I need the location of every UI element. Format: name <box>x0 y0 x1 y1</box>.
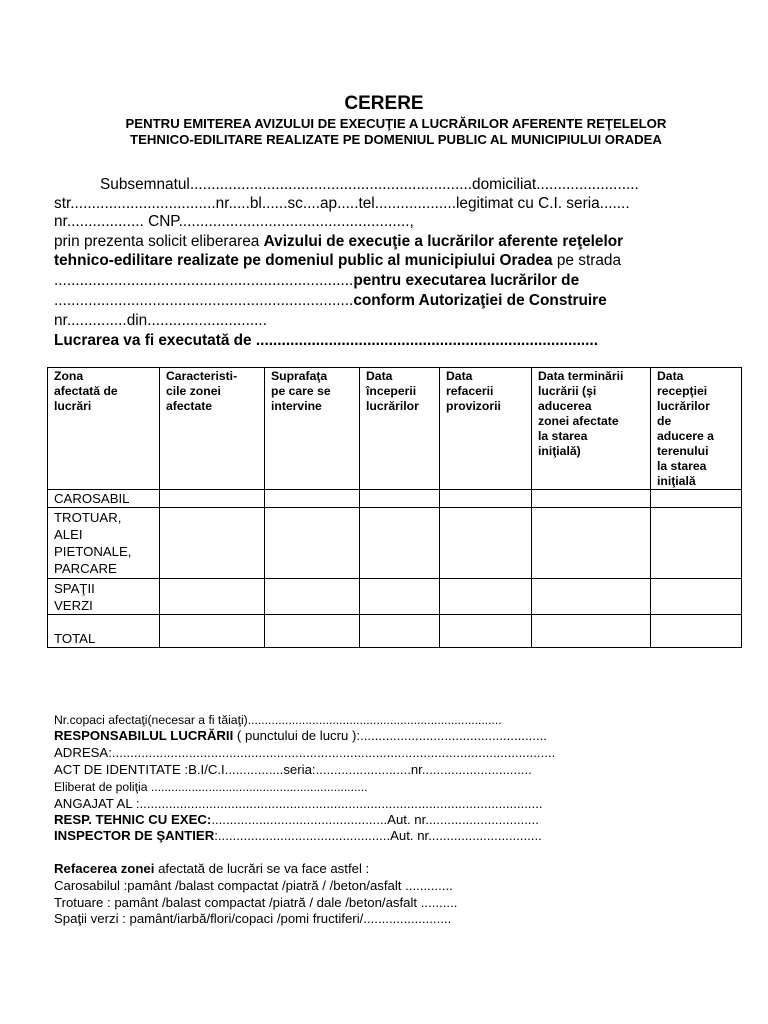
table-cell[interactable] <box>160 615 265 648</box>
restoration-green: Spaţii verzi : pamânt/iarbă/flori/copaci /pomi fructiferi/........................ <box>54 911 452 926</box>
responsible-line: RESPONSABILUL LUCRĂRII ( punctului de lucru ):................................................... <box>54 728 547 743</box>
table-cell[interactable] <box>265 615 360 648</box>
document-title: CERERE <box>344 93 424 114</box>
table-cell[interactable] <box>532 579 651 615</box>
table-header-row <box>48 368 742 490</box>
police-line: Eliberat de poliţia ................................................................ <box>54 780 368 794</box>
table-header-cell: Data terminării lucrării (şi aducerea zonei afectate la starea iniţială) <box>532 368 651 490</box>
table-cell[interactable] <box>440 508 532 579</box>
table-header-cell: Data recepţiei lucrărilor de aducere a terenului la starea iniţială <box>651 368 742 490</box>
address-line: str..................................nr.....bl......sc....ap.....tel...................legitimat cu C.I. seria....... <box>54 195 630 212</box>
executed-by-line: Lucrarea va fi executată de ................................................................................ <box>54 332 598 349</box>
table-cell[interactable] <box>360 490 440 508</box>
identity-line: ACT DE IDENTITATE :B.I/C.I................seria:..........................nr.............................. <box>54 762 532 777</box>
table-cell[interactable] <box>360 508 440 579</box>
table-cell[interactable] <box>651 490 742 508</box>
table-row <box>48 490 742 508</box>
table-cell[interactable] <box>532 490 651 508</box>
technical-manager-line: RESP. TEHNIC CU EXEC:................................................Aut. nr............................... <box>54 812 539 827</box>
table-cell[interactable] <box>265 490 360 508</box>
table-cell[interactable] <box>532 615 651 648</box>
table-cell[interactable] <box>440 579 532 615</box>
table-cell[interactable] <box>532 508 651 579</box>
table-header-cell: Data începerii lucrărilor <box>360 368 440 490</box>
table-cell[interactable] <box>265 579 360 615</box>
restoration-sidewalk: Trotuare : pamânt /balast compactat /piatră / dale /beton/asfalt .......... <box>54 895 458 910</box>
table-cell[interactable] <box>265 508 360 579</box>
employee-line: ANGAJAT AL :.............................................................................................................. <box>54 796 543 811</box>
table-cell[interactable] <box>360 579 440 615</box>
nr-cnp-line: nr.................. CNP......................................................, <box>54 213 414 230</box>
restoration-road: Carosabilul :pamânt /balast compactat /piatră / /beton/asfalt ............. <box>54 878 453 893</box>
table-row <box>48 579 742 615</box>
nr-din-line: nr..............din............................ <box>54 312 267 329</box>
address-field-line: ADRESA:......................................................................................................................... <box>54 745 556 760</box>
row-label: CAROSABIL <box>48 490 160 508</box>
request-line-2: tehnico-edilitare realizate pe domeniul public al municipiului Oradea pe strada <box>54 252 622 269</box>
document-subtitle-line2: TEHNICO-EDILITARE REALIZATE PE DOMENIUL PUBLIC AL MUNICIPIULUI ORADEA <box>130 132 662 147</box>
table-cell[interactable] <box>440 490 532 508</box>
table-header-cell: Caracteristi- cile zonei afectate <box>160 368 265 490</box>
row-label: SPAŢII VERZI <box>48 579 160 615</box>
table-header-cell: Data refacerii provizorii <box>440 368 532 490</box>
row-label: TROTUAR, ALEI PIETONALE, PARCARE <box>48 508 160 579</box>
works-table <box>47 367 742 648</box>
request-line-1: prin prezenta solicit eliberarea Avizului de execuţie a lucrărilor aferente reţelelor <box>54 233 624 250</box>
table-header-cell: Suprafaţa pe care se intervine <box>265 368 360 490</box>
table-cell[interactable] <box>360 615 440 648</box>
document-subtitle-line1: PENTRU EMITEREA AVIZULUI DE EXECUŢIE A LUCRĂRILOR AFERENTE REŢELELOR <box>125 116 667 131</box>
table-row <box>48 615 742 648</box>
table-cell[interactable] <box>160 490 265 508</box>
row-label: TOTAL <box>48 615 160 648</box>
works-line: ......................................................................pentru executarea lucrărilor de <box>54 272 580 289</box>
restoration-title: Refacerea zonei afectată de lucrări se va face astfel : <box>54 861 370 876</box>
site-inspector-line: INSPECTOR DE ŞANTIER:...............................................Aut. nr............................... <box>54 828 542 843</box>
table-cell[interactable] <box>651 508 742 579</box>
table-row <box>48 508 742 579</box>
table-header-cell: Zona afectată de lucrări <box>48 368 160 490</box>
authorization-line: ......................................................................conform Autorizaţiei de Construire <box>54 292 607 309</box>
table-cell[interactable] <box>651 615 742 648</box>
table-cell[interactable] <box>440 615 532 648</box>
trees-line: Nr.copaci afectaţi(necesar a fi tăiaţi)........................................................................... <box>54 713 502 727</box>
table-cell[interactable] <box>651 579 742 615</box>
table-cell[interactable] <box>160 508 265 579</box>
subsemnatul-line: Subsemnatul..................................................................domiciliat........................ <box>100 176 639 193</box>
table-cell[interactable] <box>160 579 265 615</box>
